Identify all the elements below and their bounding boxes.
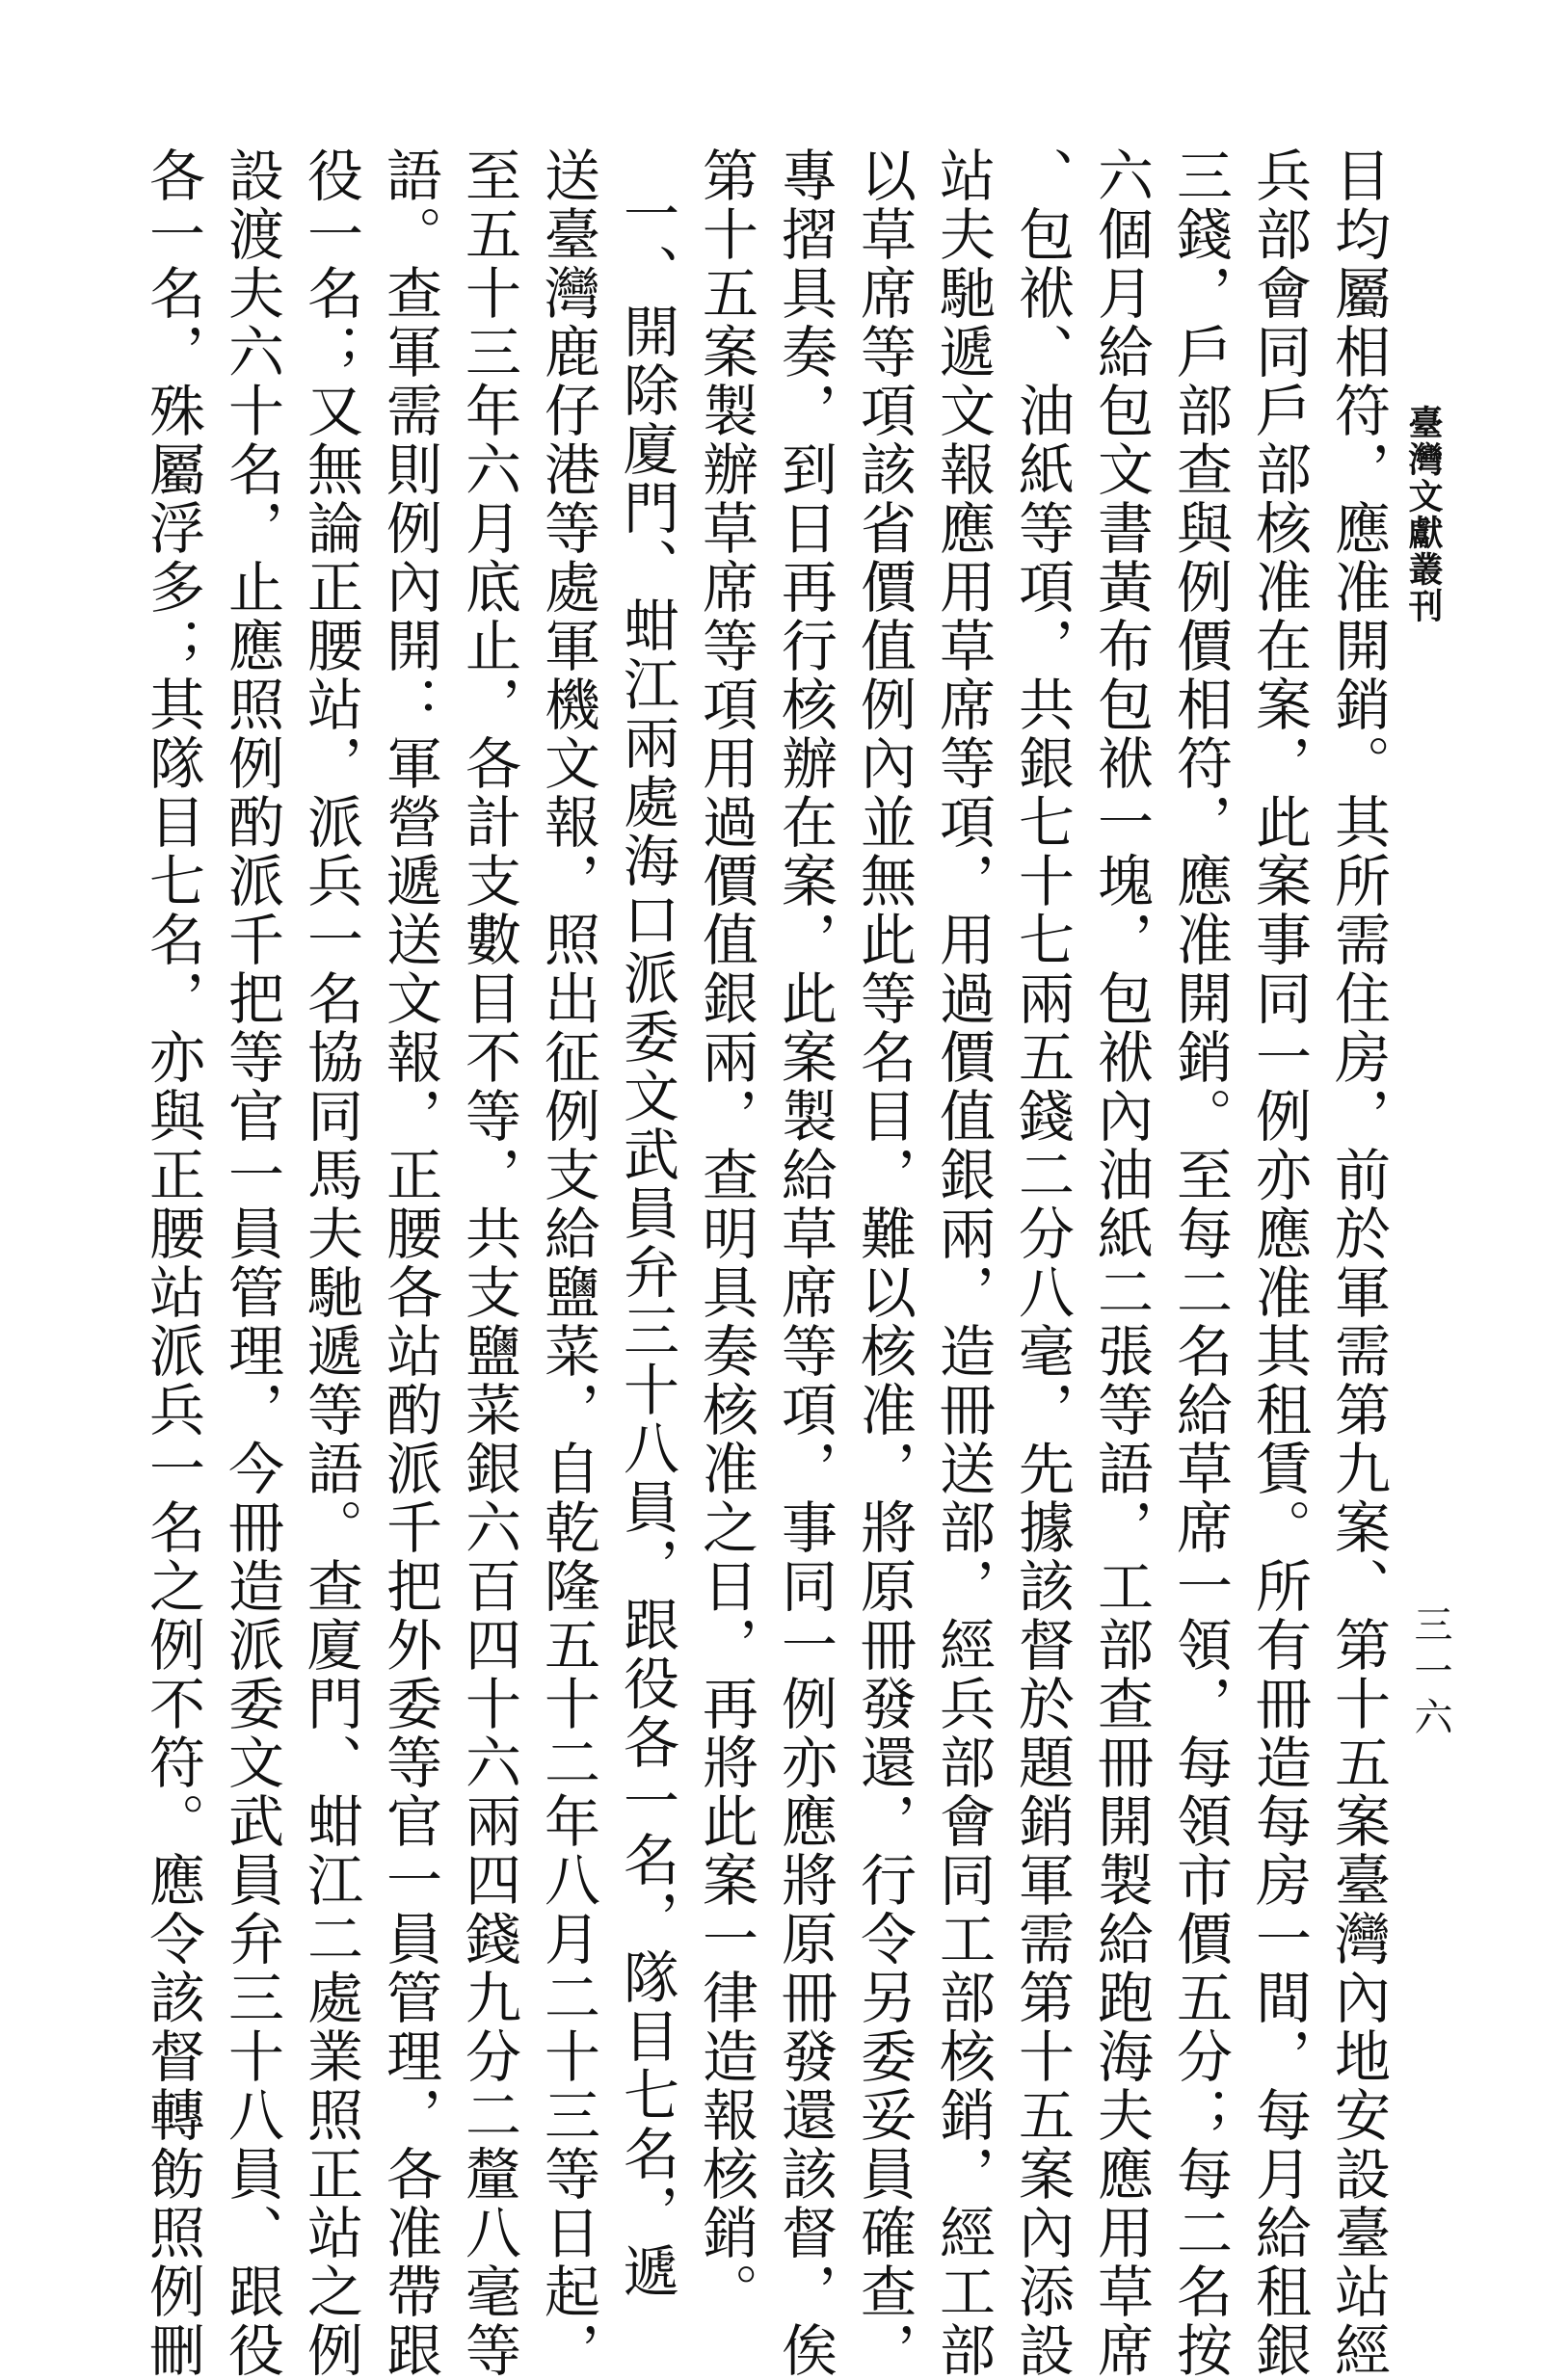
text-column: 、包袱、油紙等項，共銀七十七兩五錢二分八毫，先據該督於題銷軍需第十五案內添設 <box>1009 146 1075 2380</box>
text-column: 送臺灣鹿仔港等處軍機文報，照出征例支給鹽菜，自乾隆五十二年八月二十三等日起， <box>535 146 600 2380</box>
text-column: 目均屬相符，應准開銷。其所需住房，前於軍需第九案、第十五案臺灣內地安設臺站經 <box>1325 146 1391 2380</box>
text-column: 至五十三年六月底止，各計支數目不等，共支鹽菜銀六百四十六兩四錢九分二釐八毫等 <box>456 146 521 2380</box>
text-column: 專摺具奏，到日再行核辦在案，此案製給草席等項，事同一例亦應將原冊發還該督，俟 <box>772 146 837 2380</box>
text-column: 各一名，殊屬浮多；其隊目七名，亦與正腰站派兵一名之例不符。應令該督轉飭照例刪 <box>140 146 205 2380</box>
body-text <box>140 146 1397 2380</box>
text-column: 站夫馳遞文報應用草席等項，用過價值銀兩，造冊送部，經兵部會同工部核銷，經工部 <box>930 146 996 2380</box>
text-column: 三錢，戶部查與例價相符，應准開銷。至每二名給草席一領，每領市價五分；每二名按 <box>1167 146 1233 2380</box>
text-column: 一、開除廈門、蚶江兩處海口派委文武員弁三十八員，跟役各一名，隊目七名，遞 <box>614 185 679 2301</box>
page-number: 三一六 <box>1408 1604 1452 1743</box>
text-column: 役一名；又無論正腰站，派兵一名協同馬夫馳遞等語。查廈門、蚶江二處業照正站之例 <box>298 146 363 2380</box>
book-title: 臺灣文獻叢刊 <box>1403 405 1444 624</box>
text-column: 六個月給包文書黃布包袱一塊，包袱內油紙二張等語，工部查冊開製給跑海夫應用草席 <box>1088 146 1154 2380</box>
text-column: 語。查軍需則例內開：軍營遞送文報，正腰各站酌派千把外委等官一員管理，各准帶跟 <box>377 146 442 2380</box>
text-column: 設渡夫六十名，止應照例酌派千把等官一員管理，今冊造派委文武員弁三十八員、跟役 <box>219 146 284 2380</box>
text-column: 兵部會同戶部核准在案，此案事同一例亦應准其租賃。所有冊造每房一間，每月給租銀 <box>1246 146 1312 2380</box>
text-column: 以草席等項該省價值例內並無此等名目，難以核准，將原冊發還，行令另委妥員確查， <box>851 146 917 2380</box>
text-column: 第十五案製辦草席等項用過價值銀兩，查明具奏核准之日，再將此案一律造報核銷。 <box>693 146 758 2321</box>
